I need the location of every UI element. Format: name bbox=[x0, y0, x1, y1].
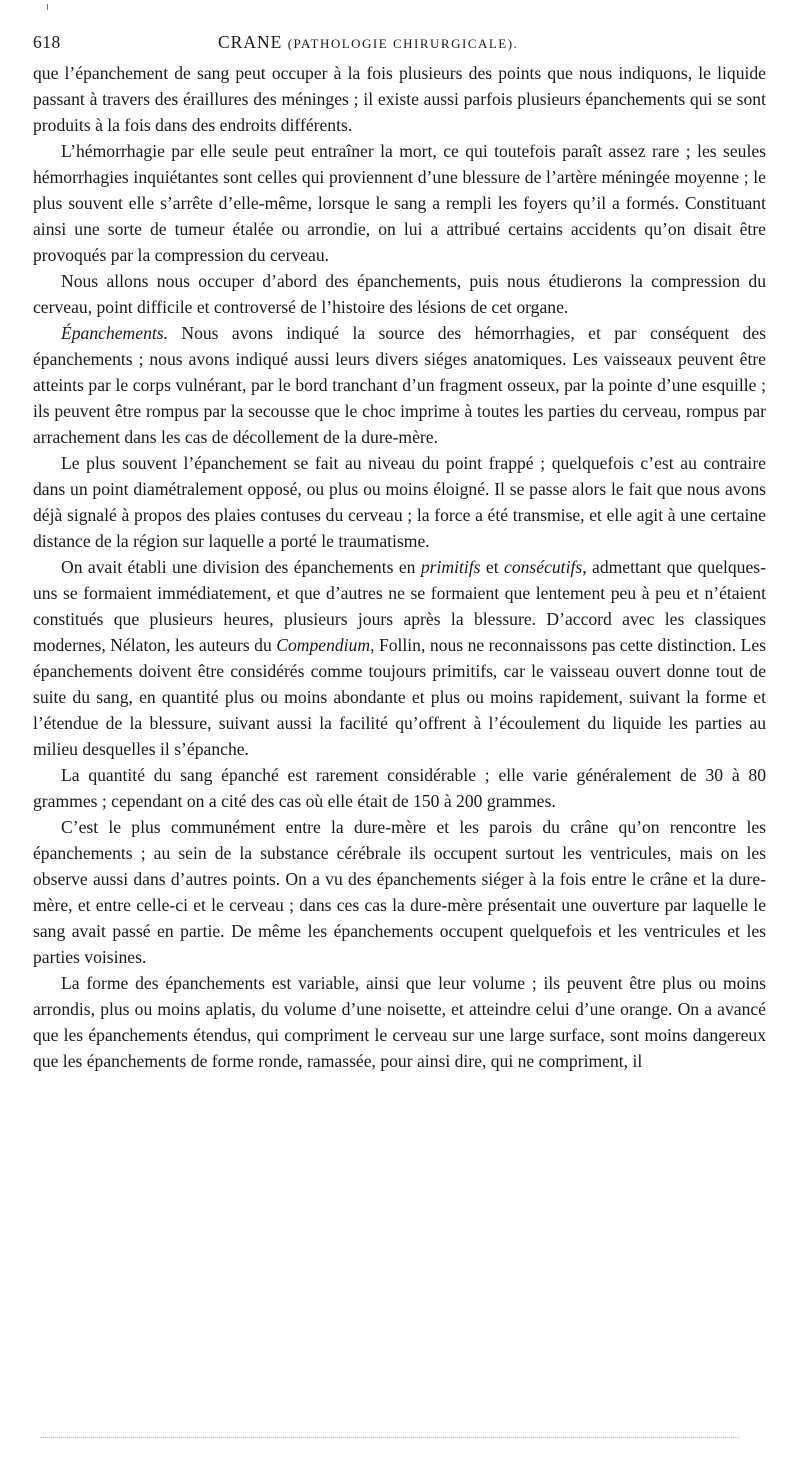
running-title-main: CRANE bbox=[218, 32, 283, 52]
section-lead: Épanchements. bbox=[61, 323, 168, 343]
term-primitifs: primitifs bbox=[420, 557, 481, 577]
paragraph-forme: La forme des épanchements est variable, ainsi que leur volume ; ils peuvent être plus ou moins arrondis, plus ou moins aplatis, du volume d’une noisette, et atteindre celui d’une orange. On a avancé que les épanchements étendus, qui compriment le cerveau sur une large surface, sont moins dangereux que les épanchements de forme ronde, ramassée, pour ainsi dire, qui ne compriment, il bbox=[33, 973, 766, 1071]
running-title bbox=[218, 32, 518, 53]
running-title-subtitle: (PATHOLOGIE CHIRURGICALE). bbox=[287, 36, 519, 51]
paragraph-division bbox=[33, 554, 766, 762]
paragraph-plan: Nous allons nous occuper d’abord des épanchements, puis nous étudierons la compression du cerveau, point difficile et controversé de l’histoire des lésions de cet organe. bbox=[33, 271, 766, 317]
paragraph-continued: que l’épanchement de sang peut occuper à la fois plusieurs des points que nous indiquons, le liquide passant à travers des éraillures des méninges ; il existe aussi parfois plusieurs épanchements qui se sont produits à la fois dans des endroits différents. bbox=[33, 63, 766, 135]
page-number: 618 bbox=[33, 32, 61, 52]
division-mid: et bbox=[480, 557, 505, 577]
scan-speck bbox=[47, 4, 48, 10]
running-header bbox=[33, 30, 766, 60]
division-post: , admettant que quelques-uns se formaient immédiatement, et que d’autres ne se formaient que lentement peu à peu et n’étaient constitués que plusieurs heures, plusieurs jours après la blessure. D’accord avec les classiques modernes, Nélaton, les auteurs du bbox=[33, 557, 766, 655]
book-page bbox=[33, 30, 766, 1074]
term-compendium: Compendium bbox=[276, 635, 371, 655]
division-pre: On avait établi une division des épanchements en bbox=[61, 557, 421, 577]
footer-divider bbox=[40, 1437, 740, 1438]
division-tail: , Follin, nous ne reconnaissons pas cette distinction. Les épanchements doivent être considérés comme toujours primitifs, car le vaisseau ouvert donne tout de suite du sang, en quantité plus ou moins abondante et plus ou moins rapidement, suivant la forme et l’étendue de la blessure, suivant aussi la facilité qu’offrent à l’écoulement du liquide les parties au milieu desquelles il s’épanche. bbox=[33, 635, 767, 759]
paragraph-point-frappe: Le plus souvent l’épanchement se fait au niveau du point frappé ; quelquefois c’est au contraire dans un point diamétralement opposé, ou plus ou moins éloigné. Il se passe alors le fait que nous avons déjà signalé à propos des plaies contuses du cerveau ; la force a été transmise, et elle agit à une certaine distance de la région sur laquelle a porté le traumatisme. bbox=[33, 453, 766, 551]
paragraph-siege: C’est le plus communément entre la dure-mère et les parois du crâne qu’on rencontre les épanchements ; au sein de la substance cérébrale ils occupent surtout les ventricules, mais on les observe aussi dans d’autres points. On a vu des épanchements siéger à la fois entre le crâne et la dure-mère, et entre celle-ci et le cerveau ; dans ces cas la dure-mère présentait une ouverture par laquelle le sang avait passé en partie. De même les épanchements occupent quelquefois et les ventricules et les parties voisines. bbox=[33, 817, 766, 967]
paragraph-quantite: La quantité du sang épanché est rarement considérable ; elle varie généralement de 30 à 80 grammes ; cependant on a cité des cas où elle était de 150 à 200 grammes. bbox=[33, 765, 766, 811]
term-consecutifs: consécutifs bbox=[504, 557, 583, 577]
paragraph-epanchements bbox=[33, 320, 766, 450]
body-text bbox=[33, 60, 766, 1074]
paragraph-hemorrhagie: L’hémorrhagie par elle seule peut entraîner la mort, ce qui toutefois paraît assez rare ; les seules hémorrhagies inquiétantes sont celles qui proviennent d’une blessure de l’artère méningée moyenne ; le plus souvent elle s’arrête d’elle-même, lorsque le sang a rempli les foyers qu’il a formés. Constituant ainsi une sorte de tumeur étalée ou arrondie, on lui a attribué certains accidents qu’on disait être provoqués par la compression du cerveau. bbox=[33, 141, 766, 265]
paragraph-epanchements-text: Nous avons indiqué la source des hémorrhagies, et par conséquent des épanchements ; nous avons indiqué aussi leurs divers siéges anatomiques. Les vaisseaux peuvent être atteints par le corps vulnérant, par le bord tranchant d’un fragment osseux, par la pointe d’une esquille ; ils peuvent être rompus par la secousse que le choc imprime à toutes les parties du cerveau, rompus par arrachement dans les cas de décollement de la dure-mère. bbox=[33, 323, 766, 447]
